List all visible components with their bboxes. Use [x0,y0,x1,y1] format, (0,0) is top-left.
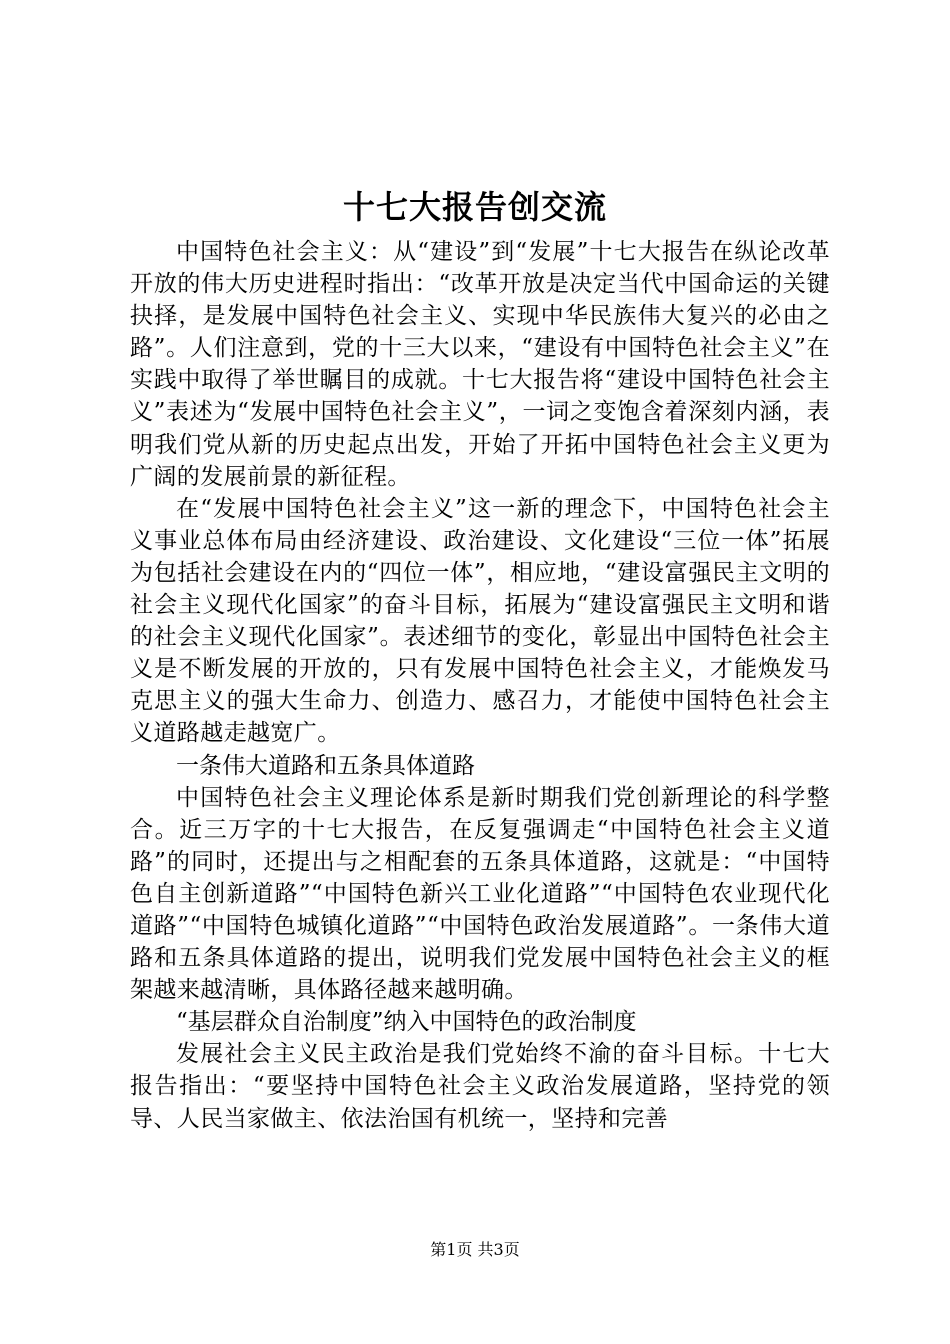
paragraph: 中国特色社会主义：从“建设”到“发展”十七大报告在纵论改革开放的伟大历史进程时指出：“改革开放是决定当代中国命运的关键抉择，是发展中国特色社会主义、实现中华民族伟大复兴的必由之路”。人们注意到，党的十三大以来，“建设有中国特色社会主义”在实践中取得了举世瞩目的成就。十七大报告将“建设中国特色社会主义”表述为“发展中国特色社会主义”，一词之变饱含着深刻内涵，表明我们党从新的历史起点出发，开始了开拓中国特色社会主义更为广阔的发展前景的新征程。 [130,239,830,490]
document-body [130,236,830,1135]
paragraph: 发展社会主义民主政治是我们党始终不渝的奋斗目标。十七大报告指出：“要坚持中国特色社会主义政治发展道路，坚持党的领导、人民当家做主、依法治国有机统一，坚持和完善 [130,1041,830,1132]
page-footer: 第1页 共3页 [430,1240,520,1259]
document-title: 十七大报告创交流 [342,188,607,226]
section-heading: “基层群众自治制度”纳入中国特色的政治制度 [176,1009,637,1036]
paragraph: 中国特色社会主义理论体系是新时期我们党创新理论的科学整合。近三万字的十七大报告，在反复强调走“中国特色社会主义道路”的同时，还提出与之相配套的五条具体道路，这就是：“中国特色自主创新道路”“中国特色新兴工业化道路”“中国特色农业现代化道路”“中国特色城镇化道路”“中国特色政治发展道路”。一条伟大道路和五条具体道路的提出，说明我们党发展中国特色社会主义的框架越来越清晰，具体路径越来越明确。 [130,784,830,1004]
section-heading: 一条伟大道路和五条具体道路 [176,752,475,779]
paragraph: 在“发展中国特色社会主义”这一新的理念下，中国特色社会主义事业总体布局由经济建设、政治建设、文化建设“三位一体”拓展为包括社会建设在内的“四位一体”，相应地，“建设富强民主文明的社会主义现代化国家”的奋斗目标，拓展为“建设富强民主文明和谐的社会主义现代化国家”。表述细节的变化，彰显出中国特色社会主义是不断发展的开放的，只有发展中国特色社会主义，才能焕发马克思主义的强大生命力、创造力、感召力，才能使中国特色社会主义道路越走越宽广。 [130,495,830,747]
